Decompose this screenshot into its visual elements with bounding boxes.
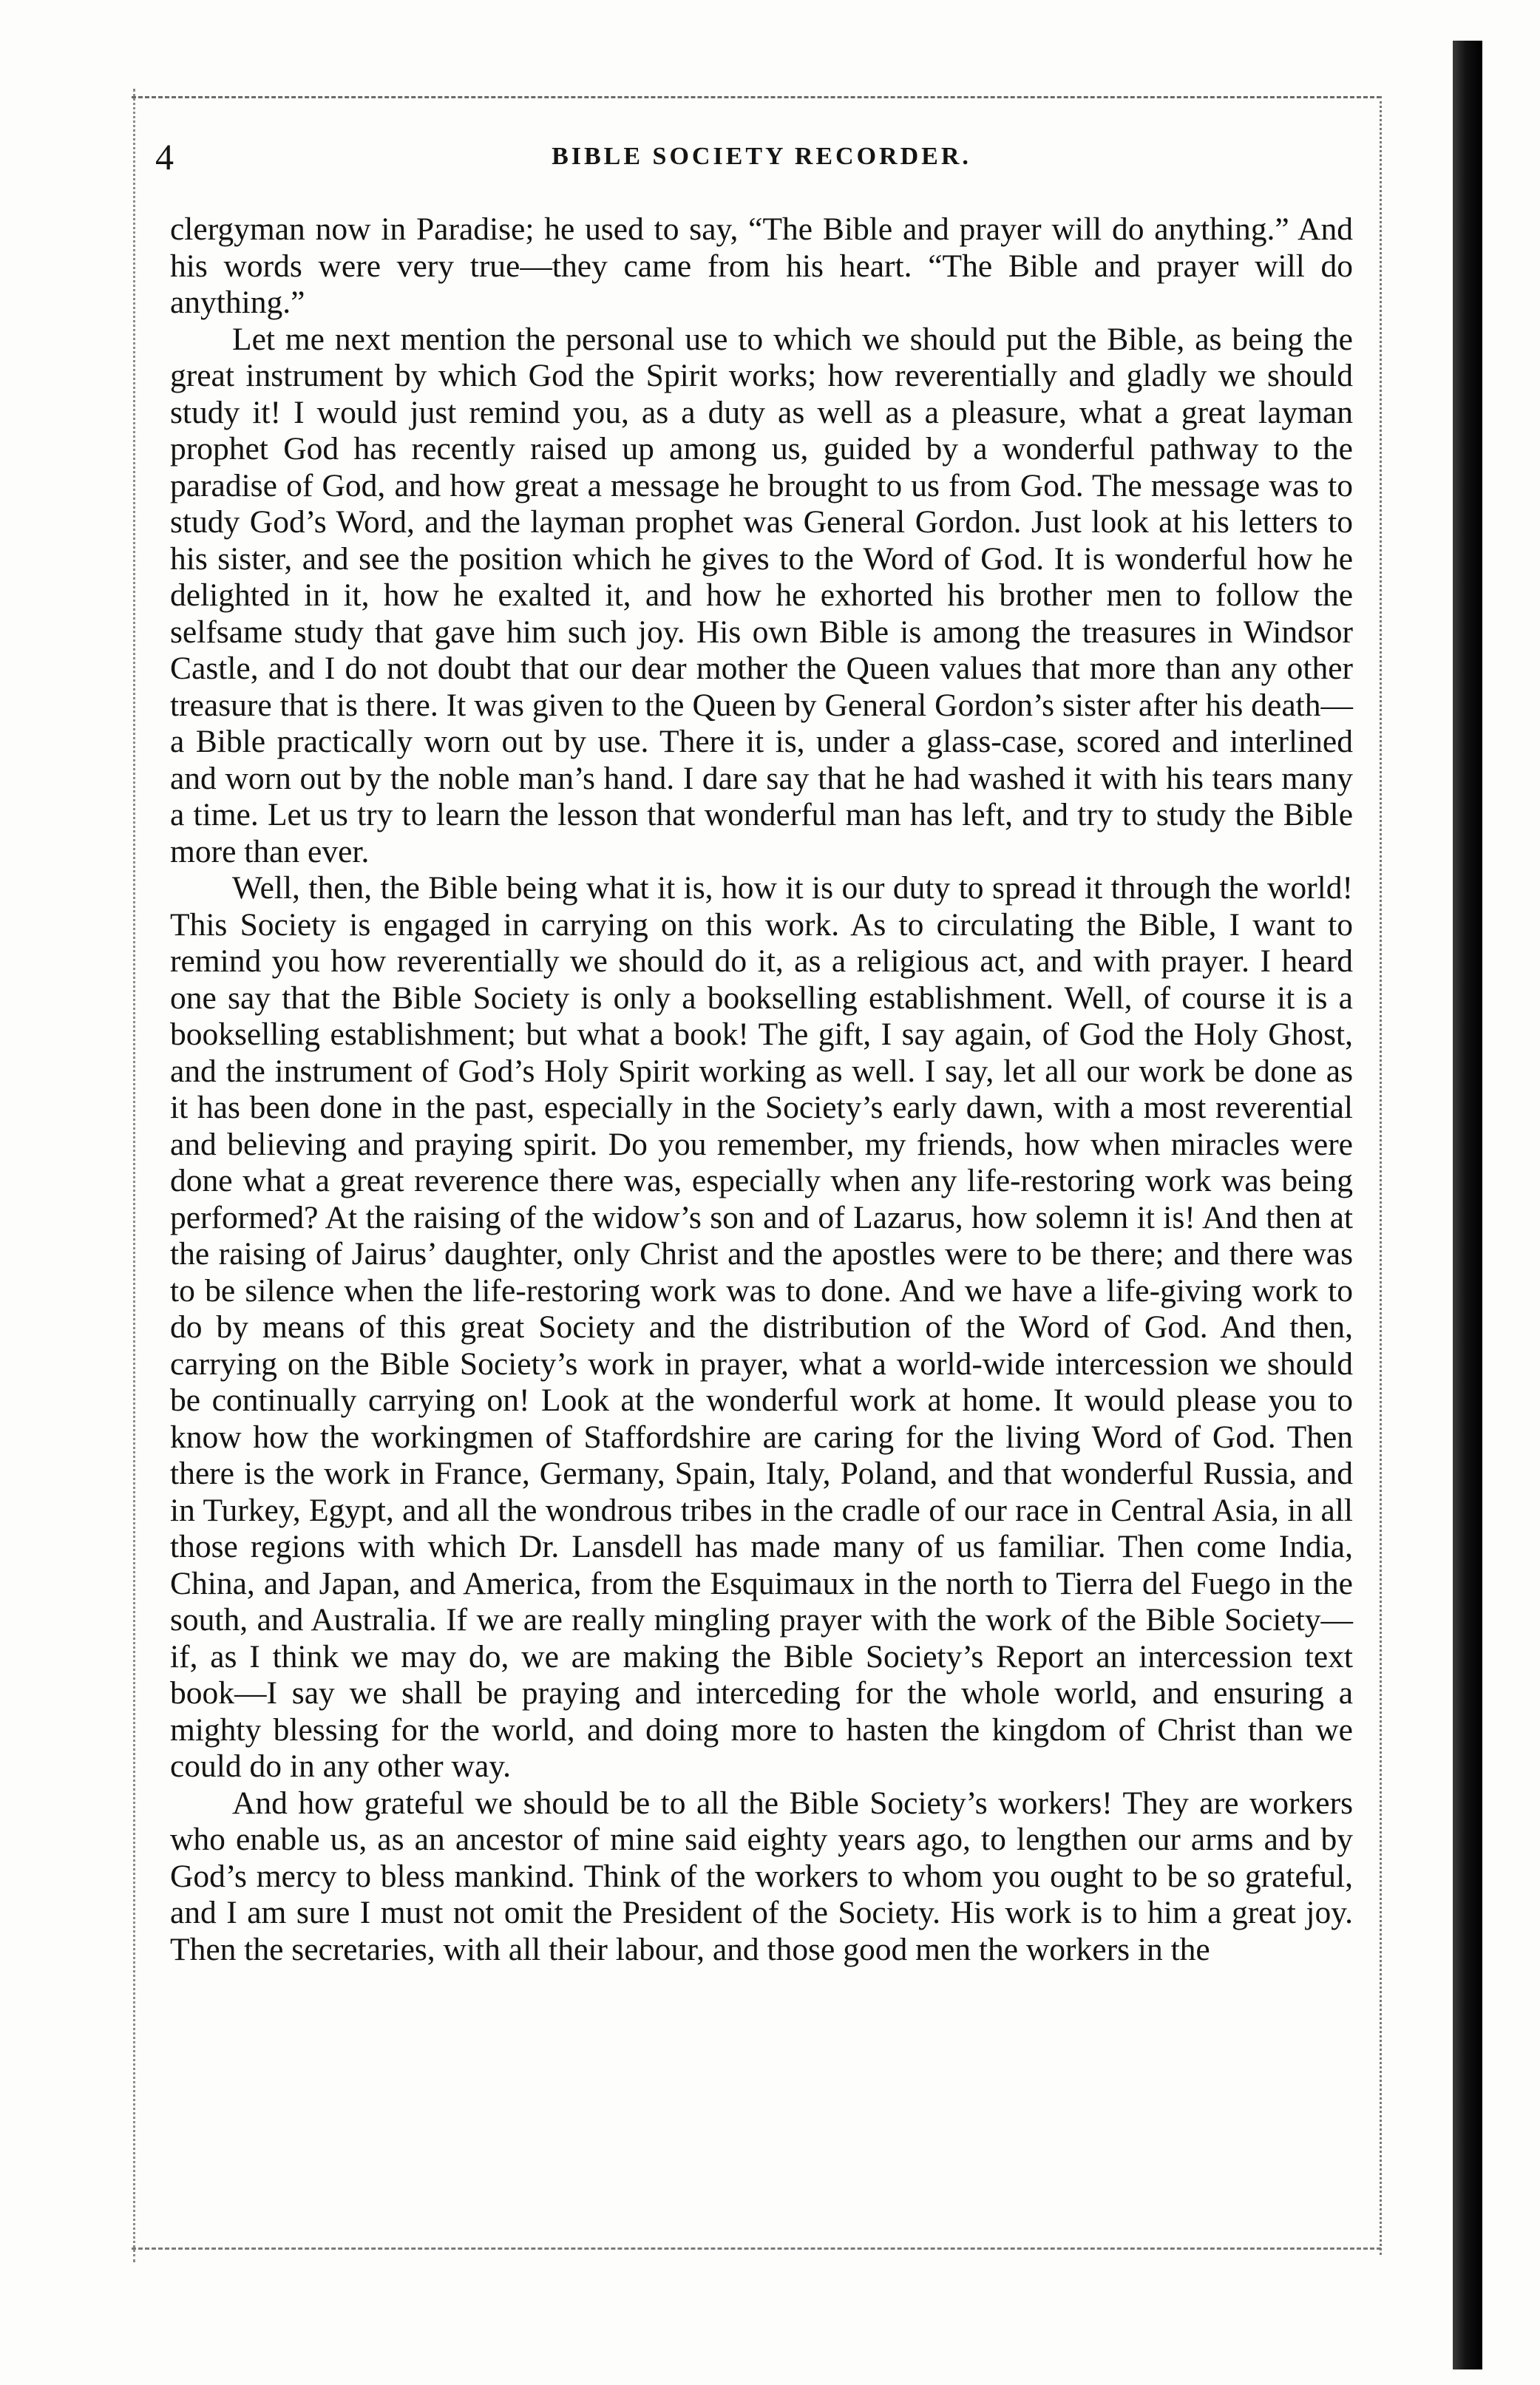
binding-edge-shadow — [1453, 41, 1482, 2369]
top-border-rule — [132, 96, 1381, 98]
right-border-rule — [1380, 96, 1382, 2255]
page-number: 4 — [155, 136, 174, 177]
paragraph-continuation: clergyman now in Paradise; he used to say, “The Bible and prayer will do anything.” And his words were very true—they came from his heart. “The Bible and prayer will do anything.” — [170, 211, 1353, 320]
running-title: BIBLE SOCIETY RECORDER. — [552, 143, 971, 170]
left-border-rule — [133, 89, 135, 2262]
article-body — [170, 211, 1353, 1968]
page-header — [155, 135, 1368, 194]
bottom-border-rule — [132, 2247, 1381, 2250]
paragraph-grateful-workers: And how grateful we should be to all the Bible Society’s workers! They are workers who enable us, as an ancestor of mine said eighty years ago, to lengthen our arms and by God’s mercy to bless mankind. Think of the workers to whom you ought to be so grateful, and I am sure I must not omit the President of the Society. His work is to him a great joy. Then the secretaries, with all their labour, and those good men the workers in the — [170, 1785, 1353, 1967]
paragraph-personal-use: Let me next mention the personal use to which we should put the Bible, as being the great instrument by which God the Spirit works; how reverentially and gladly we should study it! I would just remind you, as a duty as well as a pleasure, what a great layman prophet God has recently raised up among us, guided by a wonderful pathway to the paradise of God, and how great a message he brought to us from God. The message was to study God’s Word, and the layman prophet was General Gordon. Just look at his letters to his sister, and see the position which he gives to the Word of God. It is wonderful how he delighted in it, how he exalted it, and how he exhorted his brother men to follow the selfsame study that gave him such joy. His own Bible is among the treasures in Windsor Castle, and I do not doubt that our dear mother the Queen values that more than any other treasure that is there. It was given to the Queen by General Gordon’s sister after his death—a Bible practically worn out by use. There it is, under a glass-case, scored and interlined and worn out by the noble man’s hand. I dare say that he had washed it with his tears many a time. Let us try to learn the lesson that wonderful man has left, and try to study the Bible more than ever. — [170, 321, 1353, 869]
paragraph-spread-bible: Well, then, the Bible being what it is, how it is our duty to spread it through the world! This Society is engaged in carrying on this work. As to circulating the Bible, I want to remind you how reverentially we should do it, as a religious act, and with prayer. I heard one say that the Bible Society is only a bookselling establishment. Well, of course it is a bookselling establishment; but what a book! The gift, I say again, of God the Holy Ghost, and the instrument of God’s Holy Spirit working as well. I say, let all our work be done as it has been done in the past, especially in the Society’s early dawn, with a most reverential and believing and praying spirit. Do you remember, my friends, how when miracles were done what a great reverence there was, especially when any life-restoring work was being performed? At the raising of the widow’s son and of Lazarus, how solemn it is! And then at the raising of Jairus’ daughter, only Christ and the apostles were to be there; and there was to be silence when the life-restoring work was to done. And we have a life-giving work to do by means of this great Society and the distribution of the Word of God. And then, carrying on the Bible Society’s work in prayer, what a world-wide intercession we should be continually carrying on! Look at the wonderful work at home. It would please you to know how the workingmen of Staffordshire are caring for the living Word of God. Then there is the work in France, Germany, Spain, Italy, Poland, and that wonderful Russia, and in Turkey, Egypt, and all the wondrous tribes in the cradle of our race in Central Asia, in all those regions with which Dr. Lansdell has made many of us familiar. Then come India, China, and Japan, and America, from the Esquimaux in the north to Tierra del Fuego in the south, and Australia. If we are really mingling prayer with the work of the Bible Society—if, as I think we may do, we are making the Bible Society’s Report an intercession text book—I say we shall be praying and interceding for the whole world, and ensuring a mighty blessing for the world, and doing more to hasten the kingdom of Christ than we could do in any other way. — [170, 870, 1353, 1784]
